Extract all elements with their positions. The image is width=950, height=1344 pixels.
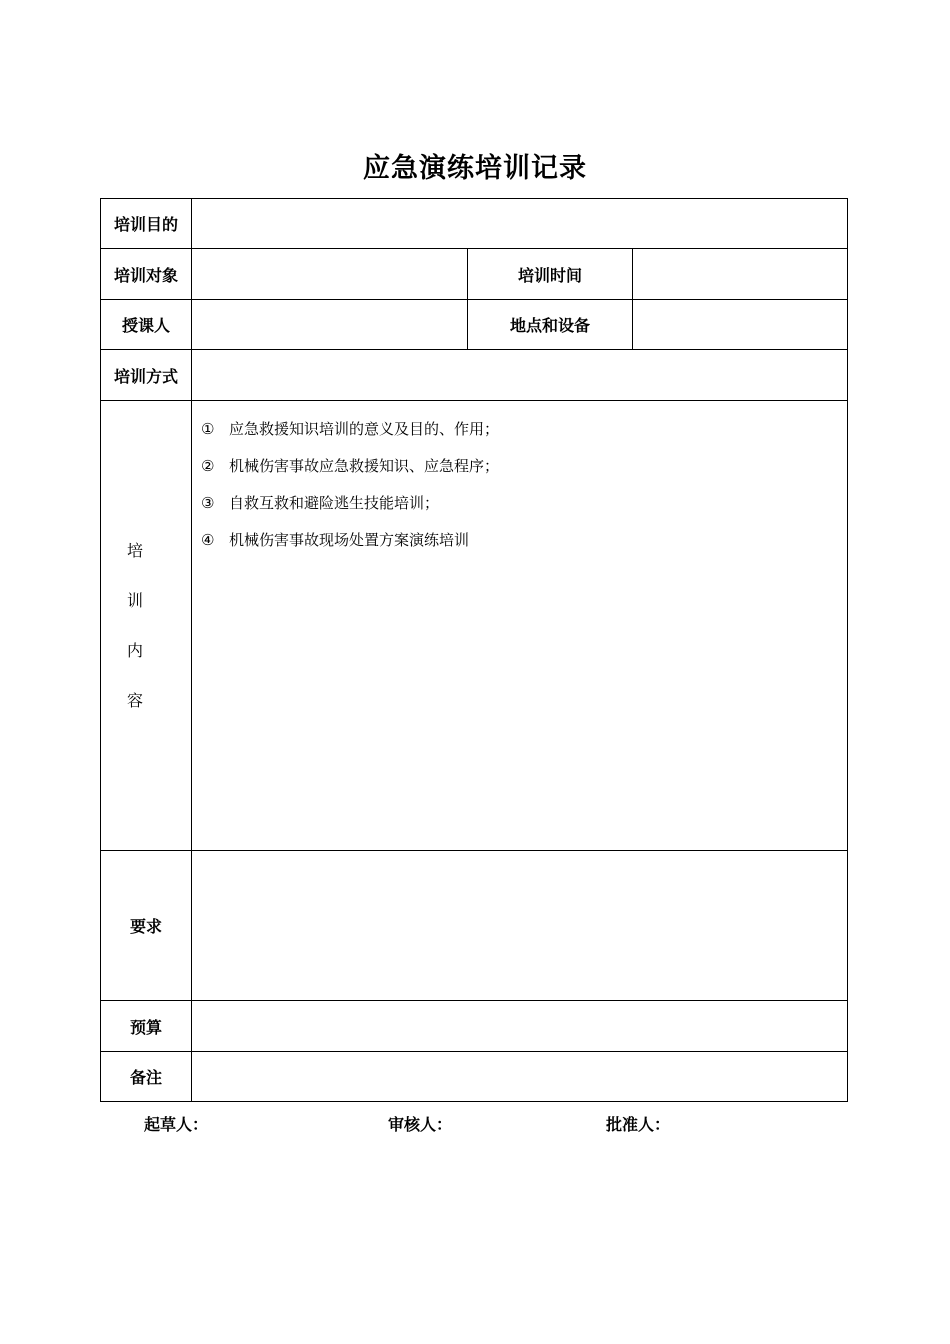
- item-number: ②: [201, 457, 215, 475]
- list-item: [201, 448, 499, 485]
- approver-signature: 批准人：: [606, 1115, 671, 1134]
- item-number: ④: [201, 531, 215, 549]
- time-label: 培训时间: [467, 248, 633, 300]
- page-title: 应急演练培训记录: [363, 153, 587, 184]
- content-label-char: 容: [127, 690, 144, 710]
- time-field[interactable]: [632, 248, 848, 300]
- requirements-label: 要求: [100, 850, 192, 1001]
- content-field[interactable]: [191, 400, 848, 851]
- location-label: 地点和设备: [467, 299, 633, 350]
- content-label-char: 培: [127, 540, 144, 560]
- location-field[interactable]: [632, 299, 848, 350]
- instructor-label: 授课人: [100, 299, 192, 350]
- audience-field[interactable]: [191, 248, 468, 300]
- item-text: 机械伤害事故应急救援知识、应急程序；: [229, 457, 500, 475]
- remarks-label: 备注: [100, 1051, 192, 1102]
- instructor-field[interactable]: [191, 299, 468, 350]
- item-text: 机械伤害事故现场处置方案演练培训: [229, 531, 470, 549]
- content-list: [192, 401, 499, 559]
- budget-field[interactable]: [191, 1000, 848, 1052]
- method-label: 培训方式: [100, 349, 192, 401]
- item-number: ①: [201, 420, 215, 438]
- content-label-char: 内: [127, 640, 144, 660]
- list-item: [201, 485, 499, 522]
- reviewer-signature: 审核人：: [388, 1115, 453, 1134]
- item-text: 应急救援知识培训的意义及目的、作用；: [229, 420, 500, 438]
- item-number: ③: [201, 494, 215, 512]
- content-label: [100, 400, 192, 851]
- training-record-form: [100, 198, 848, 1102]
- content-label-char: 训: [127, 590, 144, 610]
- remarks-field[interactable]: [191, 1051, 848, 1102]
- purpose-field[interactable]: [191, 198, 848, 249]
- audience-label: 培训对象: [100, 248, 192, 300]
- item-text: 自救互救和避险逃生技能培训；: [229, 494, 440, 512]
- requirements-field[interactable]: [191, 850, 848, 1001]
- list-item: [201, 411, 499, 448]
- method-field[interactable]: [191, 349, 848, 401]
- purpose-label: 培训目的: [100, 198, 192, 249]
- budget-label: 预算: [100, 1000, 192, 1052]
- list-item: [201, 522, 499, 559]
- drafter-signature: 起草人：: [144, 1115, 209, 1134]
